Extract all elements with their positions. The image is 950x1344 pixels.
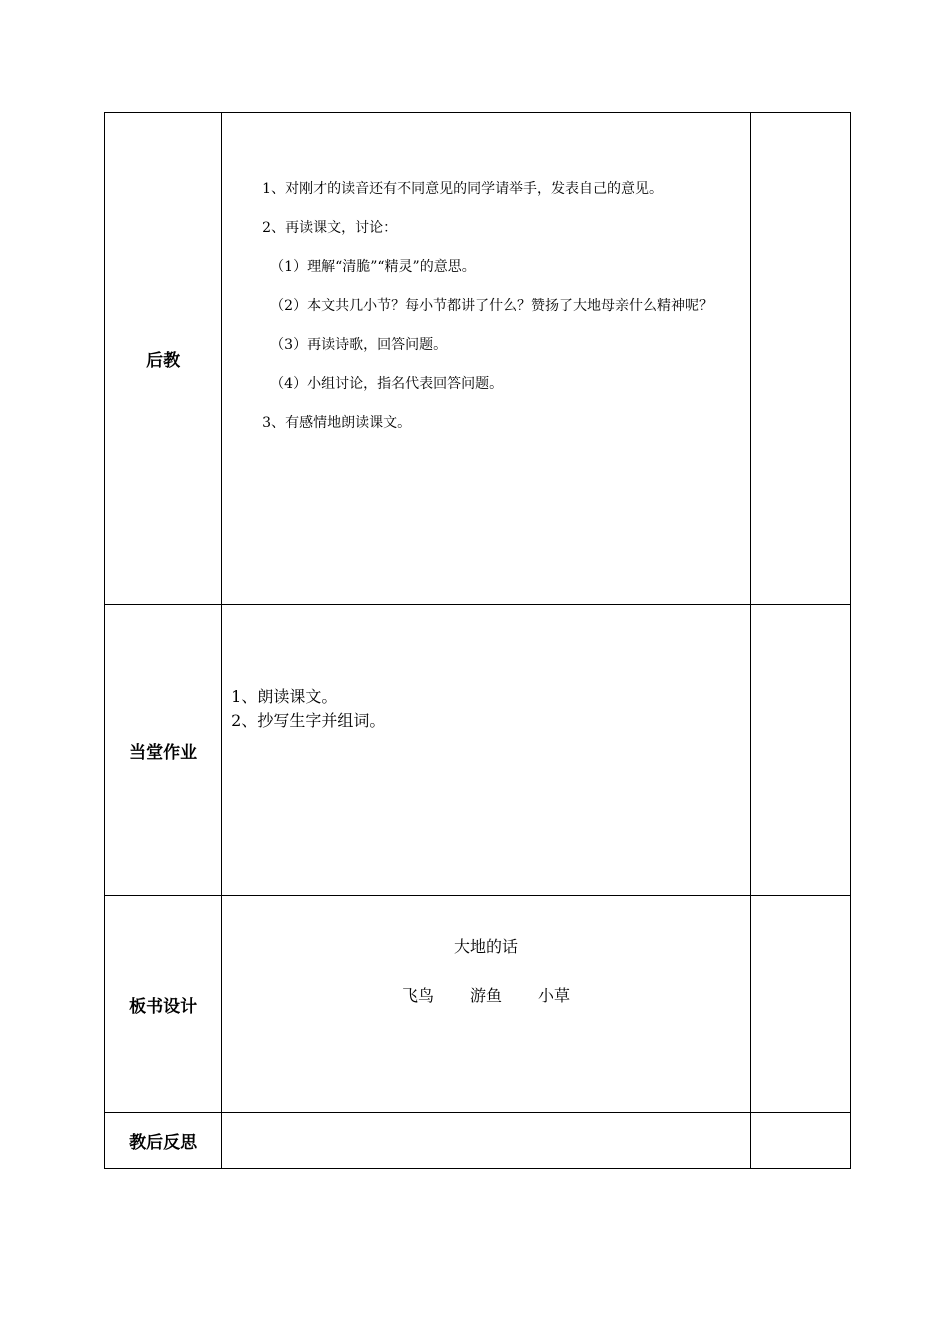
notes-banshu	[750, 896, 850, 1113]
zuoye-item-2: 2、抄写生字并组词。	[231, 711, 386, 730]
board-words	[222, 985, 750, 1007]
board-word-3: 小草	[538, 986, 571, 1005]
houjiao-item-3: （1）理解“清脆”“精灵”的意思。	[270, 259, 476, 275]
board-word-1: 飞鸟	[401, 986, 434, 1005]
houjiao-item-6: （4）小组讨论，指名代表回答问题。	[270, 376, 504, 392]
houjiao-item-1: 1、对刚才的读音还有不同意见的同学请举手，发表自己的意见。	[262, 181, 664, 197]
label-banshu: 板书设计	[105, 896, 222, 1113]
label-zuoye: 当堂作业	[105, 605, 222, 896]
houjiao-item-7: 3、有感情地朗读课文。	[262, 415, 412, 431]
houjiao-item-5: （3）再读诗歌，回答问题。	[270, 337, 448, 353]
lesson-plan-table	[104, 112, 851, 1169]
row-banshu	[105, 896, 851, 1113]
row-fansi	[105, 1113, 851, 1169]
board-word-2: 游鱼	[470, 986, 503, 1005]
houjiao-item-2: 2、再读课文，讨论：	[262, 220, 398, 236]
zuoye-item-1: 1、朗读课文。	[231, 687, 338, 706]
fansi-content	[222, 1113, 751, 1169]
label-fansi: 教后反思	[105, 1113, 222, 1169]
houjiao-item-4: （2）本文共几小节？每小节都讲了什么？赞扬了大地母亲什么精神呢？	[270, 298, 714, 314]
row-houjiao	[105, 113, 851, 605]
notes-houjiao	[750, 113, 850, 605]
notes-fansi	[750, 1113, 850, 1169]
houjiao-content	[222, 113, 751, 605]
board-title: 大地的话	[454, 937, 519, 956]
label-houjiao: 后教	[105, 113, 222, 605]
zuoye-content	[222, 605, 751, 896]
notes-zuoye	[750, 605, 850, 896]
row-zuoye	[105, 605, 851, 896]
banshu-content	[222, 896, 751, 1113]
